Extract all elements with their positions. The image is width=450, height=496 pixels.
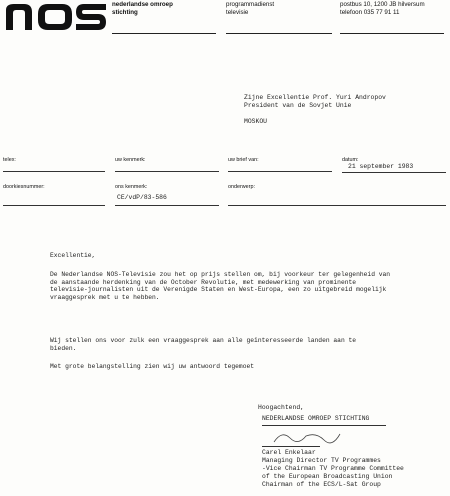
ons-kenmerk-label: ons kenmerk: [115,184,148,190]
body-paragraph-1: De Nederlandse NOS-Televisie zou het op prijs stellen om, bij voorkeur ter gelegenheid van de aanstaande herdenking van de October Revolutie, met medewerking van prominente televisie-journalisten uit de Verenigde Staten en West-Europa, een zo uitgebreid mogelijk vraaggesprek met u te hebben. [50,271,391,301]
signatory-name: Carel Enkelaar [262,449,316,456]
closing-greeting: Hoogachtend, [258,404,305,411]
recipient-city: MOSKOU [244,118,268,125]
onderwerp-rule [228,205,446,206]
address-line1: postbus 10, 1200 JB hilversum [340,1,425,8]
uw-brief-label: uw brief van: [228,157,259,163]
datum-label: datum: [342,157,359,163]
signature-underline [262,446,320,447]
header-rule-right [340,33,444,34]
doorkiesnummer-rule [3,205,105,206]
header-rule-mid [226,33,332,34]
closing-organisation: NEDERLANDSE OMROEP STICHTING [262,415,370,422]
datum-value: 21 september 1983 [348,163,414,170]
recipient-line1: Zijne Excellentie Prof. Yuri Andropov [244,94,386,101]
recipient-line2: President van de Sovjet Unie [244,102,352,109]
signatory-title-1: Managing Director TV Programmes [262,457,381,464]
org-line2: stichting [112,9,138,16]
signatory-title-2: -Vice Chairman TV Programme Committee [262,465,404,472]
uw-brief-rule [228,171,332,172]
ons-kenmerk-rule [115,205,219,206]
dept-line2: televisie [226,9,249,16]
organisation-underline [262,425,386,426]
ons-kenmerk-value: CE/vdP/83-586 [117,194,167,201]
telex-label: telex: [3,157,16,163]
telex-rule [3,171,105,172]
body-paragraph-3: Met grote belangstelling zien wij uw antwoord tegemoet [50,363,255,370]
uw-kenmerk-rule [115,171,219,172]
doorkiesnummer-label: doorkiesnummer: [3,184,45,190]
uw-kenmerk-label: uw kenmerk: [115,157,146,163]
signatory-title-4: Chairman of the ECS/L-Sat Group [262,481,381,488]
datum-rule [342,172,446,173]
body-paragraph-2: Wij stellen ons voor zulk een vraaggesprek aan alle geïnteresseerde landen aan te bieden. [50,337,357,352]
address-line2: telefoon 035 77 91 11 [340,9,400,16]
signatory-title-3: of the European Broadcasting Union [262,473,393,480]
signature-mark [272,428,342,446]
salutation: Excellentie, [50,252,96,259]
org-line1: nederlandse omroep [112,1,173,8]
nos-logo [4,2,108,32]
dept-line1: programmadienst [226,1,275,8]
onderwerp-label: onderwerp: [228,184,255,190]
header-rule-left [112,33,216,34]
